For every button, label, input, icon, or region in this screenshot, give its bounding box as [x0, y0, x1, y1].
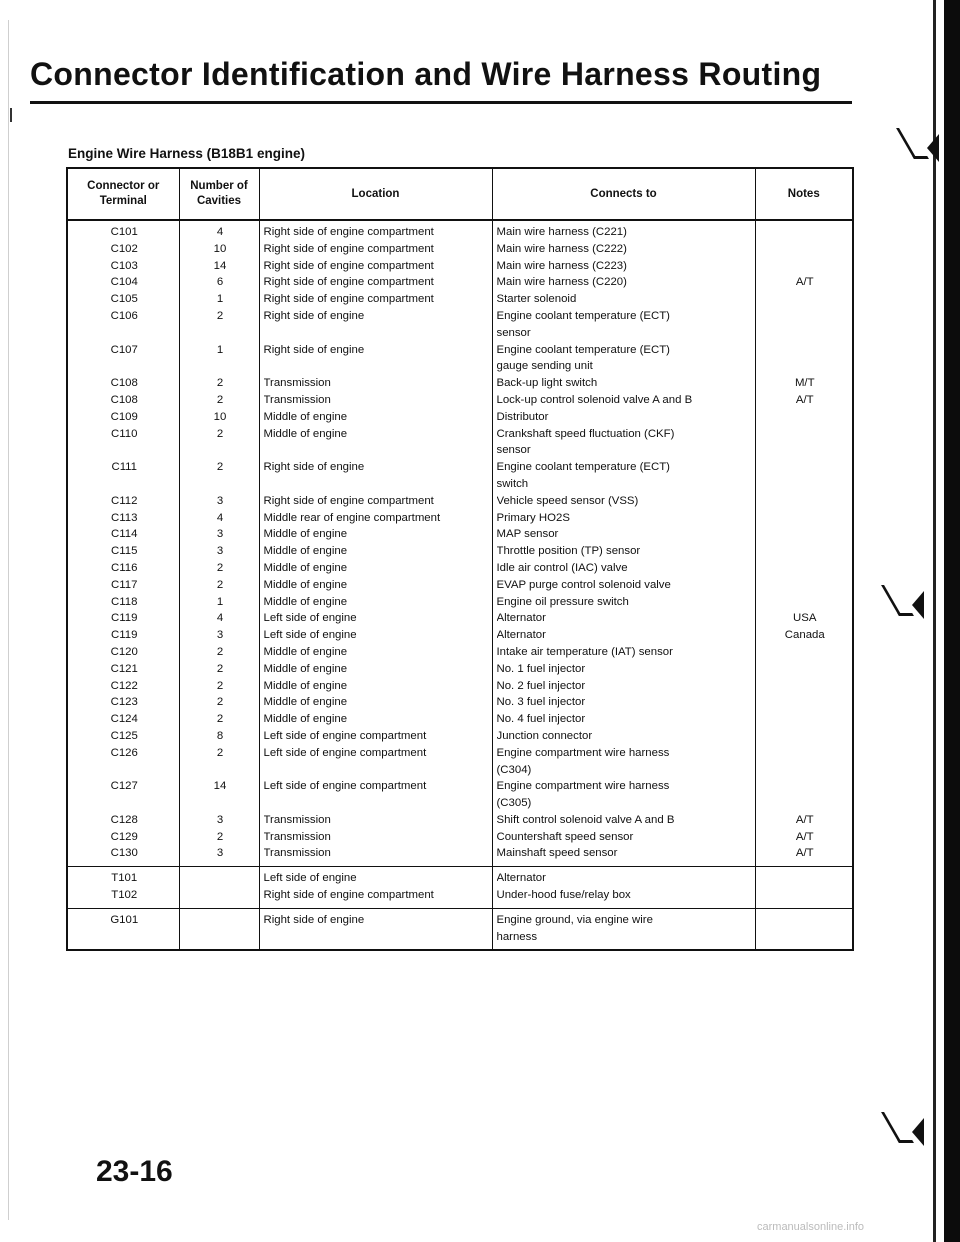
cell-line: [760, 342, 851, 359]
cell-line: Right side of engine: [263, 343, 365, 356]
cell-line: C106: [110, 309, 138, 322]
cell-line: Left side of engine compartment: [263, 780, 427, 793]
cell-line: [184, 476, 257, 493]
cell-line: [760, 325, 851, 342]
cell-line: [760, 560, 851, 577]
cell-line: 2: [216, 393, 224, 406]
cell-line: 2: [216, 746, 224, 759]
cell-line: 2: [216, 696, 224, 709]
cavities-cell: [179, 908, 259, 950]
cell-line: (C304): [496, 763, 532, 776]
connector-cell: [67, 220, 179, 867]
cell-line: C126: [110, 746, 138, 759]
cell-line: [184, 762, 257, 779]
cell-line: Middle of engine: [263, 662, 348, 675]
connector-cell: [67, 908, 179, 950]
cell-line: [760, 762, 851, 779]
cell-line: [264, 762, 490, 779]
notes-cell: [755, 908, 853, 950]
cell-line: 2: [216, 679, 224, 692]
cell-line: Under-hood fuse/relay box: [496, 889, 631, 902]
cell-line: Lock-up control solenoid valve A and B: [496, 393, 693, 406]
cell-line: Right side of engine compartment: [263, 889, 434, 902]
cell-line: [760, 795, 851, 812]
cell-line: Alternator: [496, 629, 546, 642]
cell-line: C117: [111, 578, 138, 591]
cell-line: [72, 795, 177, 812]
title-underline: [30, 101, 852, 104]
cell-line: [184, 795, 257, 812]
cell-line: C121: [110, 662, 138, 675]
cell-line: Junction connector: [496, 729, 593, 742]
right-edge-rule: [933, 0, 936, 1242]
cell-line: 2: [216, 561, 224, 574]
cell-line: C125: [110, 729, 138, 742]
cell-line: 3: [216, 494, 224, 507]
header-location: Location: [259, 168, 492, 220]
cell-line: 2: [216, 377, 224, 390]
cell-line: Transmission: [263, 830, 331, 843]
cell-line: [184, 358, 257, 375]
cell-line: C108: [110, 393, 138, 406]
cell-line: Right side of engine compartment: [263, 242, 434, 255]
cell-line: [760, 224, 851, 241]
cell-line: Main wire harness (C221): [496, 226, 627, 238]
table-header-row: [67, 168, 853, 220]
cell-line: [72, 442, 177, 459]
cell-line: Engine coolant temperature (ECT): [496, 309, 670, 322]
cell-line: Distributor: [496, 410, 549, 423]
cell-line: Middle of engine: [263, 713, 348, 726]
header-cavities: Number of Cavities: [179, 168, 259, 220]
cell-line: No. 2 fuel injector: [496, 679, 586, 692]
table-row: [67, 908, 853, 950]
cell-line: Middle rear of engine compartment: [263, 511, 441, 524]
cell-line: 2: [216, 578, 224, 591]
cell-line: Alternator: [496, 612, 546, 625]
cell-line: [760, 644, 851, 661]
cell-line: 2: [216, 830, 224, 843]
cell-line: 3: [216, 847, 224, 860]
cell-line: Transmission: [263, 813, 331, 826]
cell-line: Vehicle speed sensor (VSS): [496, 494, 639, 507]
cell-line: M/T: [794, 377, 815, 390]
connector-cell: [67, 867, 179, 909]
header-notes: Notes: [755, 168, 853, 220]
cell-line: Left side of engine: [263, 872, 357, 885]
cell-line: 2: [216, 309, 224, 322]
cell-line: [184, 442, 257, 459]
cell-line: C104: [110, 276, 138, 289]
cell-line: 10: [213, 410, 227, 423]
cell-line: 2: [216, 713, 224, 726]
cell-line: A/T: [795, 847, 814, 860]
cell-line: 2: [216, 662, 224, 675]
connects-to-cell: [492, 908, 755, 950]
cell-line: C122: [110, 679, 138, 692]
cell-line: C115: [111, 545, 138, 558]
cell-line: C124: [110, 713, 138, 726]
cell-line: Left side of engine compartment: [263, 729, 427, 742]
cell-line: Alternator: [496, 872, 546, 885]
cell-line: [264, 325, 490, 342]
cell-line: 4: [216, 612, 224, 625]
page-number: 23-16: [96, 1155, 173, 1188]
cell-line: Main wire harness (C223): [496, 259, 627, 272]
cell-line: switch: [496, 477, 529, 490]
cell-line: Right side of engine compartment: [263, 276, 434, 289]
cell-line: C129: [110, 830, 138, 843]
cell-line: MAP sensor: [496, 528, 559, 541]
cell-line: 1: [216, 343, 224, 356]
cell-line: Right side of engine compartment: [263, 259, 434, 272]
cell-line: [760, 778, 851, 795]
cell-line: 3: [216, 545, 224, 558]
cell-line: C127: [110, 780, 138, 793]
cell-line: No. 4 fuel injector: [496, 713, 586, 726]
cell-line: [760, 694, 851, 711]
cell-line: Right side of engine: [263, 461, 365, 474]
cell-line: Right side of engine: [263, 309, 365, 322]
cell-line: Mainshaft speed sensor: [496, 847, 618, 860]
cell-line: Right side of engine: [263, 913, 365, 926]
cell-line: C107: [110, 343, 138, 356]
cell-line: [72, 358, 177, 375]
cell-line: sensor: [496, 444, 531, 457]
cell-line: C119: [111, 629, 138, 642]
cell-line: A/T: [795, 813, 814, 826]
cell-line: C102: [110, 242, 138, 255]
cell-line: Engine compartment wire harness: [496, 780, 670, 793]
cell-line: Middle of engine: [263, 578, 348, 591]
left-margin-line: [8, 20, 9, 1220]
cell-line: Middle of engine: [263, 545, 348, 558]
cell-line: Middle of engine: [263, 645, 348, 658]
cell-line: 2: [216, 645, 224, 658]
cell-line: [760, 510, 851, 527]
cell-line: [264, 442, 490, 459]
cell-line: Middle of engine: [263, 679, 348, 692]
cell-line: Right side of engine compartment: [263, 293, 434, 306]
cell-line: 1: [216, 595, 224, 608]
table-row: [67, 220, 853, 867]
cell-line: Transmission: [263, 847, 331, 860]
cell-line: [184, 325, 257, 342]
cell-line: Engine coolant temperature (ECT): [496, 343, 670, 356]
cell-line: 10: [213, 242, 227, 255]
cell-line: C109: [110, 410, 138, 423]
watermark: carmanualsonline.info: [757, 1221, 865, 1233]
notes-cell: [755, 867, 853, 909]
cell-line: Middle of engine: [263, 696, 348, 709]
cell-line: Middle of engine: [263, 528, 348, 541]
cell-line: Middle of engine: [263, 561, 348, 574]
connects-to-cell: [492, 220, 755, 867]
cell-line: Engine compartment wire harness: [496, 746, 670, 759]
page-title: Connector Identification and Wire Harness Routing: [30, 56, 822, 92]
cell-line: C113: [111, 511, 138, 524]
cell-line: [760, 594, 851, 611]
cell-line: 8: [216, 729, 224, 742]
cell-line: A/T: [795, 830, 814, 843]
notes-cell: [755, 220, 853, 867]
cell-line: T102: [111, 889, 138, 902]
cell-line: Throttle position (TP) sensor: [496, 545, 641, 558]
cell-line: [72, 762, 177, 779]
cell-line: [760, 258, 851, 275]
cell-line: [760, 358, 851, 375]
cell-line: [760, 459, 851, 476]
location-cell: [259, 220, 492, 867]
connects-to-cell: [492, 867, 755, 909]
cell-line: Engine ground, via engine wire: [496, 913, 653, 926]
cell-line: Middle of engine: [263, 427, 348, 440]
cell-line: Main wire harness (C222): [496, 242, 627, 255]
cell-line: C130: [110, 847, 138, 860]
cell-line: Left side of engine: [263, 629, 357, 642]
cell-line: 3: [216, 813, 224, 826]
cell-line: T101: [111, 872, 138, 885]
cell-line: 4: [216, 511, 224, 524]
cell-line: [760, 711, 851, 728]
cell-line: [760, 308, 851, 325]
cell-line: C111: [111, 461, 138, 474]
cell-line: Back-up light switch: [496, 377, 598, 390]
right-edge-band: [944, 0, 960, 1242]
cell-line: C123: [110, 696, 138, 709]
cell-line: Primary HO2S: [496, 511, 570, 524]
header-connector: Connector or Terminal: [67, 168, 179, 220]
cell-line: C118: [111, 595, 138, 608]
cell-line: C112: [111, 494, 138, 507]
cell-line: Right side of engine compartment: [263, 226, 434, 238]
cell-line: Middle of engine: [263, 595, 348, 608]
cell-line: gauge sending unit: [496, 360, 593, 373]
cell-line: Transmission: [263, 377, 331, 390]
cell-line: Crankshaft speed fluctuation (CKF): [496, 427, 675, 440]
cell-line: Starter solenoid: [496, 293, 577, 306]
cell-line: 6: [216, 276, 224, 289]
cell-line: [264, 476, 490, 493]
cavities-cell: [179, 867, 259, 909]
cell-line: 1: [216, 293, 224, 306]
cell-line: 14: [213, 259, 227, 272]
location-cell: [259, 867, 492, 909]
cell-line: [760, 728, 851, 745]
cell-line: Left side of engine: [263, 612, 357, 625]
cell-line: sensor: [496, 326, 531, 339]
cell-line: [760, 476, 851, 493]
cell-line: Engine oil pressure switch: [496, 595, 629, 608]
cell-line: 2: [216, 427, 224, 440]
cell-line: C105: [110, 293, 138, 306]
cell-line: G101: [110, 913, 139, 926]
location-cell: [259, 908, 492, 950]
cell-line: C119: [111, 612, 138, 625]
cell-line: Transmission: [263, 393, 331, 406]
cell-line: Countershaft speed sensor: [496, 830, 634, 843]
cell-line: C103: [110, 259, 138, 272]
cell-line: [760, 442, 851, 459]
cell-line: 2: [216, 461, 224, 474]
cell-line: EVAP purge control solenoid valve: [496, 578, 671, 591]
cell-line: A/T: [795, 276, 814, 289]
cell-line: [760, 493, 851, 510]
cell-line: Canada: [784, 629, 825, 642]
cell-line: Left side of engine compartment: [263, 746, 427, 759]
cell-line: C101: [110, 226, 138, 238]
cell-line: [72, 325, 177, 342]
table-row: [67, 867, 853, 909]
cell-line: [264, 358, 490, 375]
cell-line: [72, 476, 177, 493]
cell-line: (C305): [496, 797, 532, 810]
cell-line: Right side of engine compartment: [263, 494, 434, 507]
cell-line: C120: [110, 645, 138, 658]
cell-line: 4: [216, 226, 224, 238]
cell-line: [760, 241, 851, 258]
section-title: Engine Wire Harness (B18B1 engine): [68, 146, 305, 161]
cell-line: USA: [793, 612, 817, 625]
cell-line: No. 3 fuel injector: [496, 696, 586, 709]
cell-line: Intake air temperature (IAT) sensor: [496, 645, 673, 658]
cell-line: C128: [110, 813, 138, 826]
cell-line: C108: [110, 377, 138, 390]
cell-line: [760, 409, 851, 426]
binding-mark: [10, 108, 18, 122]
cell-line: C114: [111, 528, 138, 541]
cell-line: [760, 661, 851, 678]
cell-line: Idle air control (IAC) valve: [496, 561, 628, 574]
cell-line: [760, 577, 851, 594]
cell-line: Shift control solenoid valve A and B: [496, 813, 675, 826]
cavities-cell: [179, 220, 259, 867]
cell-line: [760, 543, 851, 560]
table-body: [67, 220, 853, 950]
cell-line: Middle of engine: [263, 410, 348, 423]
cell-line: [760, 526, 851, 543]
cell-line: [760, 745, 851, 762]
cell-line: No. 1 fuel injector: [496, 662, 586, 675]
cell-line: [760, 291, 851, 308]
cell-line: Main wire harness (C220): [496, 276, 627, 289]
cell-line: harness: [496, 930, 538, 943]
cell-line: C110: [111, 427, 138, 440]
cell-line: [760, 426, 851, 443]
cell-line: Engine coolant temperature (ECT): [496, 461, 670, 474]
cell-line: 3: [216, 629, 224, 642]
cell-line: [264, 795, 490, 812]
cell-line: 3: [216, 528, 224, 541]
cell-line: [760, 678, 851, 695]
cell-line: A/T: [795, 393, 814, 406]
harness-table: [66, 167, 854, 951]
cell-line: C116: [111, 561, 138, 574]
header-connects-to: Connects to: [492, 168, 755, 220]
cell-line: 14: [213, 780, 227, 793]
